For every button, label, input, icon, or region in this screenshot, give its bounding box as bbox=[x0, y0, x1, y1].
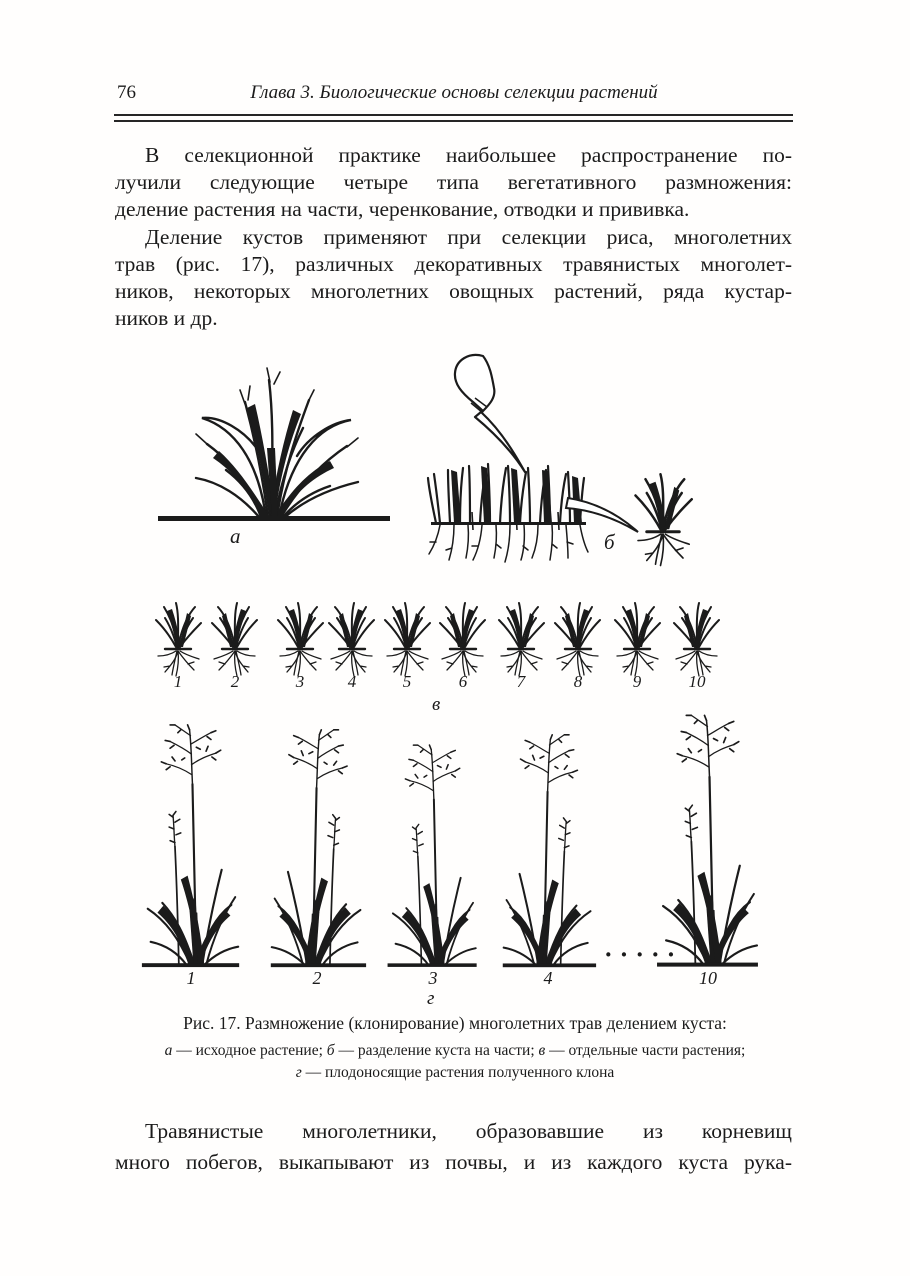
figure-label-b: б bbox=[604, 530, 615, 554]
plant-number: 2 bbox=[312, 968, 322, 988]
page-number: 76 bbox=[117, 82, 136, 103]
caption-key-b: б bbox=[326, 1042, 335, 1059]
figure-label-a: а bbox=[230, 524, 241, 548]
separated-clump-piece-illustration bbox=[628, 468, 698, 568]
clonal-plant-illustration bbox=[384, 742, 482, 970]
page-header bbox=[115, 82, 793, 108]
part-number: 7 bbox=[516, 672, 526, 691]
clump-part-illustration bbox=[495, 598, 547, 678]
figure-caption-line bbox=[95, 1064, 815, 1082]
plant-number: 3 bbox=[428, 968, 438, 988]
paragraph-1 bbox=[115, 142, 792, 223]
paragraph-line: трав (рис. 17), различных декоративных травянистых многолет- bbox=[115, 252, 792, 276]
paragraph-line: ников и др. bbox=[115, 306, 218, 330]
clonal-plant-illustration bbox=[138, 722, 245, 970]
paragraph-line: В селекционной практике наибольшее распространение по- bbox=[145, 143, 792, 167]
paragraph-2 bbox=[115, 224, 792, 332]
part-number: 6 bbox=[458, 672, 468, 691]
clump-part-illustration bbox=[671, 598, 723, 678]
plant-number: 1 bbox=[186, 968, 196, 988]
part-number: 9 bbox=[632, 672, 642, 691]
running-head: Глава 3. Биологические основы селекции растений bbox=[250, 82, 658, 103]
paragraph-line: лучили следующие четыре типа вегетативного размножения: bbox=[115, 170, 792, 194]
figure-caption-line bbox=[95, 1042, 815, 1060]
caption-text: — разделение куста на части; bbox=[334, 1042, 539, 1059]
ellipsis-dots: ····· bbox=[604, 940, 683, 969]
part-number: 10 bbox=[688, 672, 706, 691]
part-number: 4 bbox=[347, 672, 357, 691]
plant-number: 10 bbox=[699, 968, 717, 988]
caption-text: — отдельные части растения; bbox=[545, 1042, 746, 1059]
clump-part-illustration bbox=[381, 598, 433, 678]
paragraph-line: ников, некоторых многолетних овощных растений, ряда кустар- bbox=[115, 279, 792, 303]
clonal-plant-illustration bbox=[265, 727, 370, 970]
clump-part-illustration bbox=[209, 598, 261, 678]
figure-label-v: в bbox=[432, 694, 441, 715]
plant-number: 4 bbox=[543, 968, 553, 988]
figure-label-g: г bbox=[427, 988, 435, 1009]
paragraph-3 bbox=[115, 1116, 792, 1178]
double-rule bbox=[114, 114, 793, 122]
clump-part-illustration bbox=[326, 598, 378, 678]
part-number: 8 bbox=[573, 672, 583, 691]
clump-part-illustration bbox=[152, 598, 204, 678]
part-number: 1 bbox=[173, 672, 183, 691]
caption-text: — исходное растение; bbox=[172, 1042, 327, 1059]
caption-key-g: г bbox=[295, 1064, 302, 1081]
clump-part-illustration bbox=[552, 598, 604, 678]
caption-key-v: в bbox=[538, 1042, 546, 1059]
paragraph-line: деление растения на части, черенкование, отводки и прививка. bbox=[115, 197, 690, 221]
clump-part-illustration bbox=[274, 598, 326, 678]
clump-part-illustration bbox=[611, 598, 663, 678]
paragraph-line: Деление кустов применяют при селекции риса, многолетних bbox=[145, 225, 792, 249]
part-number: 2 bbox=[230, 672, 240, 691]
part-number: 3 bbox=[295, 672, 305, 691]
clump-part-illustration bbox=[437, 598, 489, 678]
figure-caption-title: Рис. 17. Размножение (клонирование) многолетних трав делением куста: bbox=[183, 1013, 727, 1033]
knife-icon bbox=[455, 355, 525, 472]
paragraph-line: Травянистые многолетники, образовавшие из корневищ bbox=[145, 1119, 792, 1143]
original-plant-clump-illustration bbox=[150, 352, 400, 532]
clonal-plant-illustration bbox=[653, 712, 764, 970]
caption-key-a: а bbox=[164, 1042, 173, 1059]
clonal-plant-illustration bbox=[497, 732, 600, 970]
paragraph-line: много побегов, выкапывают из почвы, и из каждого куста рука- bbox=[115, 1150, 792, 1174]
caption-text: — плодоносящие растения полученного клона bbox=[301, 1064, 615, 1081]
part-number: 5 bbox=[402, 672, 412, 691]
